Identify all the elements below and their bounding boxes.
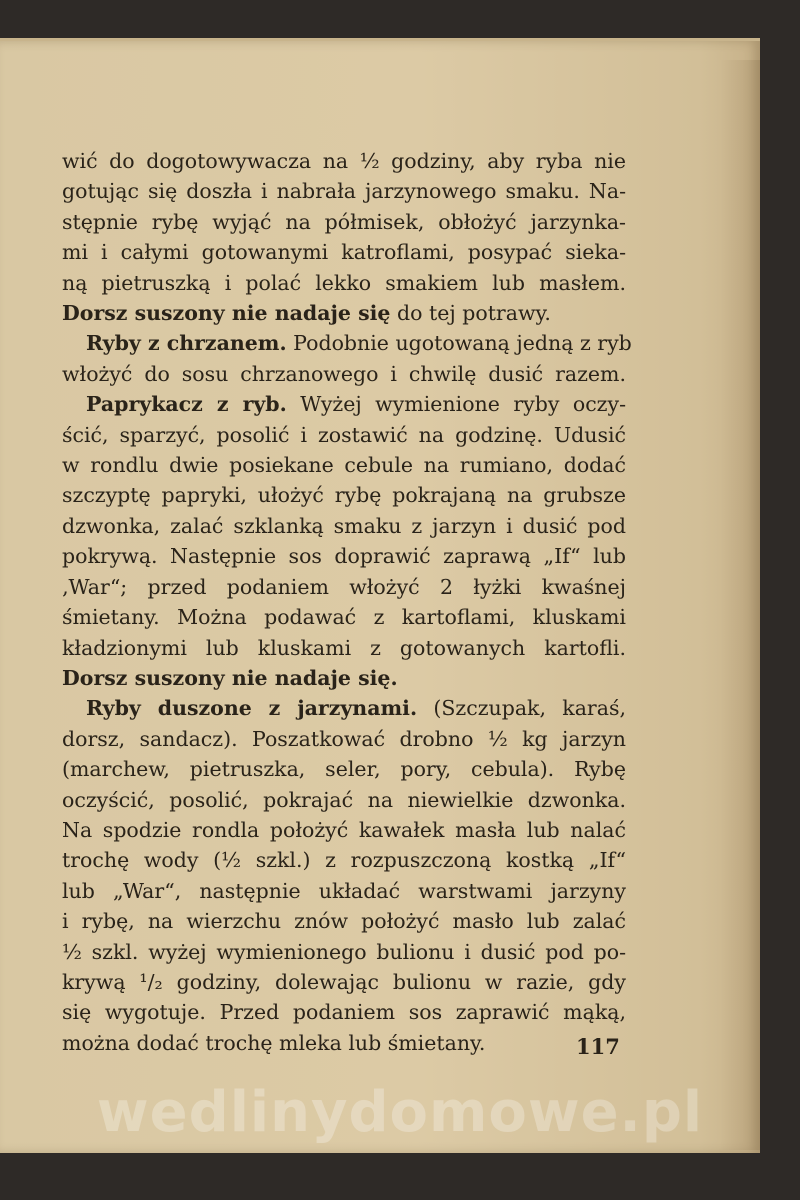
- page-edge-shadow: [720, 60, 760, 1150]
- text-line: i rybę, na wierzchu znów położyć masło lub zalać: [62, 909, 626, 934]
- text-line: krywą ¹/₂ godziny, dolewając bulionu w razie, gdy: [62, 969, 626, 994]
- bold-phrase: Dorsz suszony nie nadaje się: [62, 301, 391, 326]
- text-line: kładzionymi lub kluskami z gotowanych kartofli.: [62, 635, 626, 660]
- section-heading-line: [62, 693, 626, 723]
- text-line: pokrywą. Następnie sos doprawić zaprawą „If“ lub: [62, 544, 626, 569]
- text-line: dorsz, sandacz). Poszatkować drobno ½ kg jarzyn: [62, 726, 626, 751]
- section-title: Ryby z chrzanem.: [86, 331, 287, 356]
- text-fragment: Podobnie ugotowaną jedną z ryb: [286, 331, 632, 356]
- text-line: stępnie rybę wyjąć na półmisek, obłożyć jarzynka-: [62, 209, 626, 234]
- text-line: ‚War“; przed podaniem włożyć 2 łyżki kwaśnej: [62, 574, 626, 599]
- text-line: można dodać trochę mleka lub śmietany.: [62, 1030, 486, 1055]
- text-line: się wygotuje. Przed podaniem sos zaprawić mąką,: [62, 1000, 626, 1025]
- text-line: ½ szkl. wyżej wymienionego bulionu i dusić pod po-: [62, 939, 626, 964]
- text-line: ną pietruszką i polać lekko smakiem lub masłem.: [62, 270, 626, 295]
- text-line: (marchew, pietruszka, seler, pory, cebula). Rybę: [62, 757, 626, 782]
- text-line: [62, 663, 626, 693]
- text-line: szczyptę papryki, ułożyć rybę pokrajaną na grubsze: [62, 483, 626, 508]
- text-line: w rondlu dwie posiekane cebule na rumiano, dodać: [62, 453, 626, 478]
- section-heading-line: [62, 328, 632, 358]
- page-body-text: [62, 146, 632, 1058]
- text-line: dzwonka, zalać szklanką smaku z jarzyn i dusić pod: [62, 513, 626, 538]
- text-line: ścić, sparzyć, posolić i zostawić na godzinę. Udusić: [62, 422, 626, 447]
- watermark: wedlinydomowe.pl: [96, 1080, 704, 1145]
- section-heading-line: [62, 389, 626, 419]
- text-line: wić do dogotowywacza na ½ godziny, aby ryba nie: [62, 149, 626, 173]
- text-line: lub „War“, następnie układać warstwami jarzyny: [62, 878, 626, 903]
- text-line: Na spodzie rondla położyć kawałek masła lub nalać: [62, 817, 626, 842]
- text-line: śmietany. Można podawać z kartoflami, kluskami: [62, 605, 626, 630]
- text-fragment: (Szczupak, karaś,: [417, 696, 626, 721]
- text-line: mi i całymi gotowanymi katroflami, posypać sieka-: [62, 240, 626, 265]
- text-fragment: do tej potrawy.: [390, 301, 551, 326]
- bold-phrase: Dorsz suszony nie nadaje się.: [62, 665, 398, 690]
- text-line: włożyć do sosu chrzanowego i chwilę dusić razem.: [62, 361, 626, 386]
- text-line: trochę wody (½ szkl.) z rozpuszczoną kostką „If“: [62, 848, 626, 873]
- section-title: Paprykacz z ryb.: [86, 392, 287, 417]
- text-line: oczyścić, posolić, pokrajać na niewielkie dzwonka.: [62, 787, 626, 812]
- section-title: Ryby duszone z jarzynami.: [86, 696, 418, 721]
- text-fragment: Wyżej wymienione ryby oczy-: [286, 392, 626, 417]
- text-line: [62, 298, 626, 328]
- text-line: gotując się doszła i nabrała jarzynowego smaku. Na-: [62, 179, 626, 204]
- page-number: 117: [576, 1034, 620, 1059]
